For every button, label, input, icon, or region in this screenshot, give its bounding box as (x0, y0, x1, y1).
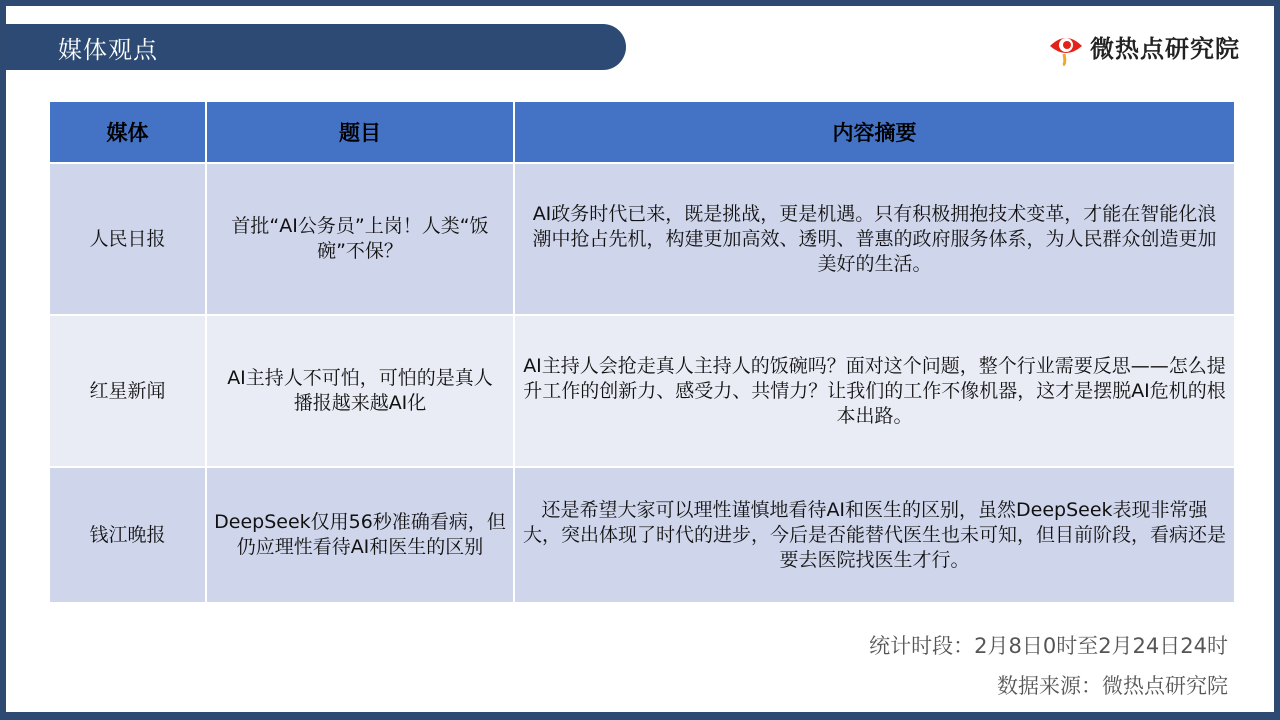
topic-cell: 首批“AI公务员”上岗！人类“饭碗”不保？ (206, 163, 514, 315)
topic-cell: AI主持人不可怕，可怕的是真人播报越来越AI化 (206, 315, 514, 467)
statistics-period: 统计时段：2月8日0时至2月24日24时 (869, 634, 1228, 658)
table-row (49, 467, 1235, 603)
eye-logo-icon (1046, 26, 1086, 66)
table-row (49, 315, 1235, 467)
media-cell: 人民日报 (49, 163, 206, 315)
summary-cell: AI政务时代已来，既是挑战，更是机遇。只有积极拥抱技术变革，才能在智能化浪潮中抢占先机，构建更加高效、透明、普惠的政府服务体系，为人民群众创造更加美好的生活。 (514, 163, 1235, 315)
summary-cell: 还是希望大家可以理性谨慎地看待AI和医生的区别，虽然DeepSeek表现非常强大，突出体现了时代的进步，今后是否能替代医生也未可知，但目前阶段，看病还是要去医院找医生才行。 (514, 467, 1235, 603)
column-header-topic: 题目 (206, 101, 514, 163)
page-title: 媒体观点 (58, 35, 158, 64)
brand-name: 微热点研究院 (1090, 34, 1240, 63)
brand-logo (1046, 24, 1240, 68)
column-header-summary: 内容摘要 (514, 101, 1235, 163)
table-header-row (49, 101, 1235, 163)
media-cell: 红星新闻 (49, 315, 206, 467)
data-source: 数据来源：微热点研究院 (997, 674, 1228, 698)
column-header-media: 媒体 (49, 101, 206, 163)
topic-cell: DeepSeek仅用56秒准确看病，但仍应理性看待AI和医生的区别 (206, 467, 514, 603)
table-row (49, 163, 1235, 315)
title-bar (6, 24, 626, 70)
summary-cell: AI主持人会抢走真人主持人的饭碗吗？面对这个问题，整个行业需要反思——怎么提升工作的创新力、感受力、共情力？让我们的工作不像机器，这才是摆脱AI危机的根本出路。 (514, 315, 1235, 467)
media-cell: 钱江晚报 (49, 467, 206, 603)
media-opinion-table (48, 100, 1236, 604)
